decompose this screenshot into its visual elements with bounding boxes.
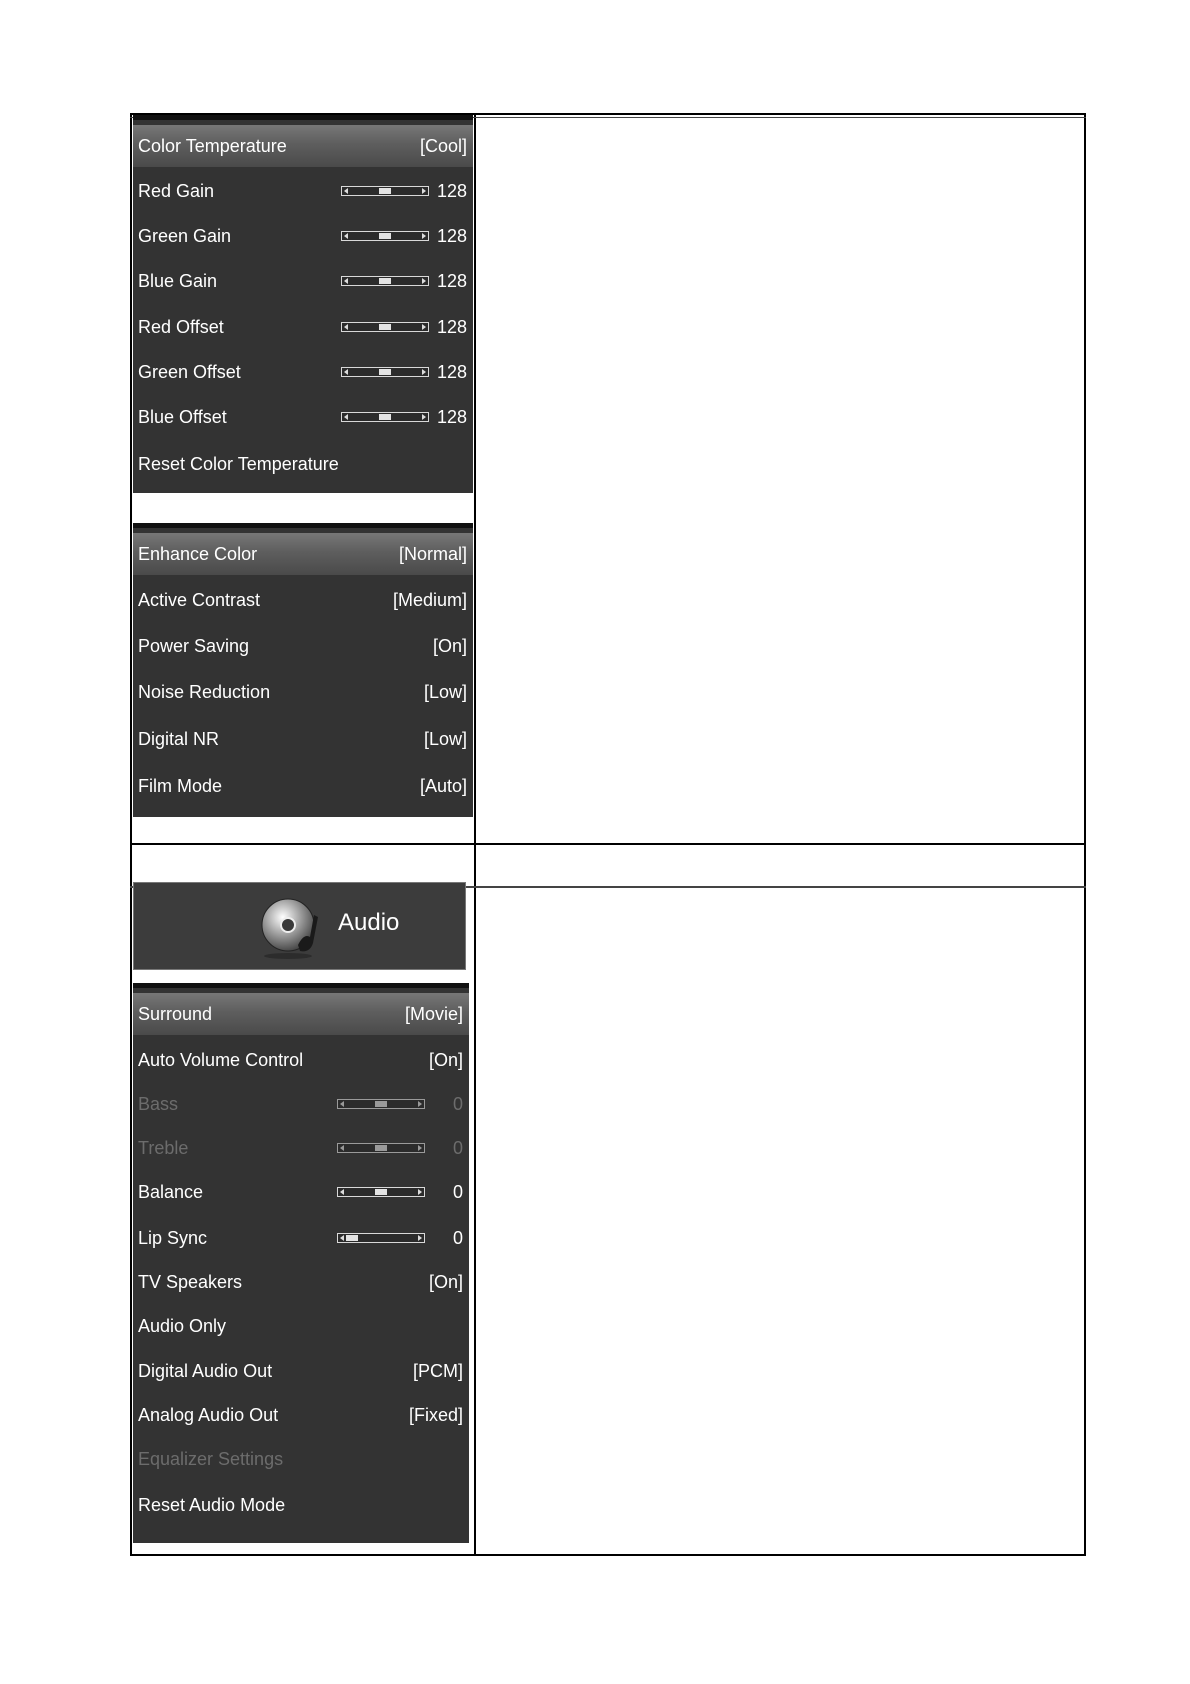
slider-knob[interactable]	[379, 188, 391, 194]
picture-advanced-panel	[133, 523, 473, 817]
slider-left-arrow-icon	[340, 1189, 344, 1195]
treble-slider	[337, 1143, 425, 1153]
balance-slider[interactable]	[337, 1187, 425, 1197]
row-label: Auto Volume Control	[138, 1049, 304, 1070]
green-offset-row[interactable]	[133, 351, 473, 393]
active-contrast-row[interactable]	[133, 579, 473, 621]
row-value: [Normal]	[398, 543, 467, 564]
slider-knob	[375, 1145, 387, 1151]
row-label: Color Temperature	[138, 135, 287, 156]
row-value: 0	[452, 1227, 463, 1248]
slider-right-arrow-icon	[422, 278, 426, 284]
row-label: Balance	[138, 1181, 204, 1202]
row-label: Enhance Color	[138, 543, 258, 564]
row-label: Treble	[138, 1137, 189, 1158]
slider-right-arrow-icon	[422, 188, 426, 194]
row-value: 0	[452, 1181, 463, 1202]
audio-disc-icon	[258, 893, 328, 963]
row-value: 128	[436, 316, 467, 337]
green-gain-slider[interactable]	[341, 231, 429, 241]
row-label: Blue Gain	[138, 270, 218, 291]
slider-right-arrow-icon	[418, 1189, 422, 1195]
green-offset-slider[interactable]	[341, 367, 429, 377]
row-divider-1	[130, 843, 1086, 845]
red-offset-row[interactable]	[133, 306, 473, 348]
audio-title: Audio	[338, 909, 400, 936]
row-label: Red Gain	[138, 180, 215, 201]
noise-reduction-row[interactable]	[133, 671, 473, 713]
digital-audio-out-row[interactable]	[133, 1350, 469, 1392]
slider-right-arrow-icon	[422, 324, 426, 330]
row-label: Lip Sync	[138, 1227, 208, 1248]
slider-right-arrow-icon	[418, 1101, 422, 1107]
slider-knob[interactable]	[375, 1189, 387, 1195]
row-label: Equalizer Settings	[138, 1448, 284, 1469]
row-label: Red Offset	[138, 316, 224, 337]
row-value: [Auto]	[419, 775, 467, 796]
row-value: [On]	[432, 635, 467, 656]
slider-right-arrow-icon	[418, 1145, 422, 1151]
film-mode-row[interactable]	[133, 765, 473, 807]
row-value: [Medium]	[392, 589, 467, 610]
row-label: Digital NR	[138, 728, 220, 749]
slider-knob[interactable]	[379, 324, 391, 330]
bass-row	[133, 1083, 469, 1125]
row-value: 128	[436, 270, 467, 291]
row-value: [Low]	[423, 681, 467, 702]
audio-panel	[133, 983, 469, 1543]
slider-knob[interactable]	[346, 1235, 358, 1241]
slider-left-arrow-icon	[340, 1101, 344, 1107]
slider-left-arrow-icon	[340, 1235, 344, 1241]
slider-knob[interactable]	[379, 233, 391, 239]
row-label: Power Saving	[138, 635, 250, 656]
row-label: Reset Audio Mode	[138, 1494, 286, 1515]
lip-sync-slider[interactable]	[337, 1233, 425, 1243]
row-label: Analog Audio Out	[138, 1404, 279, 1425]
digital-nr-row[interactable]	[133, 718, 473, 760]
bass-slider	[337, 1099, 425, 1109]
color-temperature-row[interactable]	[133, 125, 473, 167]
row-label: Reset Color Temperature	[138, 453, 339, 474]
row-value: 128	[436, 361, 467, 382]
lip-sync-row[interactable]	[133, 1217, 469, 1259]
equalizer-settings-row	[133, 1438, 469, 1480]
slider-left-arrow-icon	[344, 233, 348, 239]
slider-knob[interactable]	[379, 369, 391, 375]
slider-left-arrow-icon	[340, 1145, 344, 1151]
treble-row	[133, 1127, 469, 1169]
row-value: 128	[436, 180, 467, 201]
row-label: Digital Audio Out	[138, 1360, 273, 1381]
row-label: Film Mode	[138, 775, 223, 796]
slider-left-arrow-icon	[344, 414, 348, 420]
row-value: 128	[436, 225, 467, 246]
row-label: Noise Reduction	[138, 681, 271, 702]
blue-gain-slider[interactable]	[341, 276, 429, 286]
slider-right-arrow-icon	[422, 369, 426, 375]
panel-top-bar	[133, 115, 473, 120]
surround-row[interactable]	[133, 993, 469, 1035]
slider-knob[interactable]	[379, 414, 391, 420]
row-label: Green Offset	[138, 361, 241, 382]
row-value: [PCM]	[412, 1360, 463, 1381]
balance-row[interactable]	[133, 1171, 469, 1213]
row-label: Audio Only	[138, 1315, 227, 1336]
blue-offset-row[interactable]	[133, 396, 473, 438]
blue-gain-row[interactable]	[133, 260, 473, 302]
slider-right-arrow-icon	[422, 414, 426, 420]
row-label: Blue Offset	[138, 406, 227, 427]
slider-left-arrow-icon	[344, 188, 348, 194]
row-value: 0	[452, 1137, 463, 1158]
color-temperature-panel	[133, 115, 473, 493]
slider-knob[interactable]	[379, 278, 391, 284]
row-label: TV Speakers	[138, 1271, 243, 1292]
analog-audio-out-row[interactable]	[133, 1394, 469, 1436]
tv-speakers-row[interactable]	[133, 1261, 469, 1303]
row-value: [Low]	[423, 728, 467, 749]
red-offset-slider[interactable]	[341, 322, 429, 332]
panel-top-bar	[133, 983, 469, 988]
row-label: Surround	[138, 1003, 213, 1024]
row-value: 0	[452, 1093, 463, 1114]
enhance-color-row[interactable]	[133, 533, 473, 575]
slider-right-arrow-icon	[418, 1235, 422, 1241]
row-value: [On]	[428, 1271, 463, 1292]
slider-left-arrow-icon	[344, 278, 348, 284]
slider-right-arrow-icon	[422, 233, 426, 239]
row-label: Bass	[138, 1093, 179, 1114]
reset-audio-mode-row[interactable]	[133, 1484, 469, 1526]
power-saving-row[interactable]	[133, 625, 473, 667]
reset-color-temperature-row[interactable]	[133, 443, 473, 485]
column-divider	[474, 113, 476, 1556]
row-value: 128	[436, 406, 467, 427]
row-value: [Cool]	[419, 135, 467, 156]
audio-only-row[interactable]	[133, 1305, 469, 1347]
row-label: Active Contrast	[138, 589, 261, 610]
panel-top-bar	[133, 523, 473, 528]
slider-left-arrow-icon	[344, 324, 348, 330]
slider-knob	[375, 1101, 387, 1107]
green-gain-row[interactable]	[133, 215, 473, 257]
row-value: [Fixed]	[408, 1404, 463, 1425]
audio-header-tile[interactable]	[133, 882, 466, 970]
slider-left-arrow-icon	[344, 369, 348, 375]
row-value: [On]	[428, 1049, 463, 1070]
auto-volume-control-row[interactable]	[133, 1039, 469, 1081]
red-gain-slider[interactable]	[341, 186, 429, 196]
row-value: [Movie]	[404, 1003, 463, 1024]
red-gain-row[interactable]	[133, 170, 473, 212]
blue-offset-slider[interactable]	[341, 412, 429, 422]
row-label: Green Gain	[138, 225, 232, 246]
